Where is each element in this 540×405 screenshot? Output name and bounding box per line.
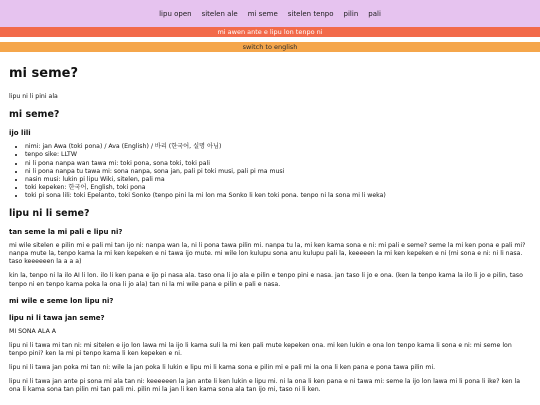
section-heading-mi-seme: mi seme? [9,108,60,120]
section-heading-lipu-ni: lipu ni li seme? [9,207,90,219]
banner-text: mi awen ante e lipu lon tenpo ni [217,28,323,36]
paragraph: kin la, tenpo ni la ilo AI li lon. ilo li ken pana e ijo pi nasa ala. taso ona li jo ala e pilin e tenpo pini e nasa. jan taso li jo e ona. (ken la tenpo kama la ilo li jo e pilin, taso tenpo ni en tenpo kama poka la ona li jo ala) tan ni la mi wile pana e pilin e pali e nasa. [9,272,523,288]
list-item: • nasin musi: lukin pi lipu Wiki, sitelen, pali ma [25,176,531,184]
language-switch-bar[interactable] [0,42,540,52]
list-item: • ni li pona nanpa wan tawa mi: toki pona, sona toki, toki pali [25,160,531,168]
top-nav [0,0,540,27]
switch-language-link[interactable]: switch to english [242,43,298,51]
list-item: • tenpo sike: LLTW [25,151,531,159]
nav-link-pali[interactable]: pali [368,9,381,18]
list-item: • ni li pona nanpa tu tawa mi: sona nanpa, sona jan, pali pi toki musi, pali pi ma musi [25,168,531,176]
paragraph: lipu ni li tawa mi tan ni: mi sitelen e ijo lon lawa mi la ijo li kama suli la mi ken pali mute kepeken ona. mi ken lukin e ona lon tenpo kama li sona e ni: mi seme lon tenpo pini? ken la mi pi tenpo kama li ken kepeken e ni. [9,341,512,357]
intro-text: lipu ni li pini ala [9,92,58,100]
nav-link-mi-seme[interactable]: mi seme [247,9,278,18]
page-title: mi seme? [9,66,78,81]
main-content [0,52,540,394]
caps-text: MI SONA ALA A [9,327,57,335]
facts-list [9,143,531,199]
subheading-tan-seme: tan seme la mi pali e lipu ni? [9,228,123,237]
list-item: • toki pi sona lili: toki Epelanto, toki Sonko (tenpo pini la mi lon ma Sonko li ken toki pona. tenpo ni la sona mi li weka) [25,192,531,200]
subheading-tawa-jan-seme: lipu ni li tawa jan seme? [9,313,105,322]
list-item: • toki kepeken: 한국어, English, toki pona [25,184,531,192]
nav-link-sitelen-tenpo[interactable]: sitelen tenpo [287,9,334,18]
nav-link-sitelen-ale[interactable]: sitelen ale [201,9,238,18]
subheading-mi-wile: mi wile e seme lon lipu ni? [9,296,114,305]
update-banner [0,27,540,37]
paragraph: mi wile sitelen e pilin mi e pali mi tan ijo ni: nanpa wan la, ni li pona tawa pilin mi. nanpa tu la, mi ken kama sona e ni: mi pali e seme? seme la mi ken pona e pali mi? nanpa mute la, tenpo kama la mi ken kepeken e ni tawa ijo mute. mi wile lon kulupu sona anu kulupu pali la, keeeeen la mi ken kepeken e ni (mi sona e ni: ni li nasa. taso keeeeeen la a a a) [9,242,526,266]
nav-link-lipu-open[interactable]: lipu open [159,9,192,18]
paragraph: lipu ni li tawa jan ante pi sona mi ala tan ni: keeeeeen la jan ante li ken lukin e lipu mi. ni la ona li ken pana e ni tawa mi: seme la ijo lon lawa mi li pona li ike? ken la ona li kama sona tan pilin mi tan pali mi. pilin mi la jan li ken kama sona ala tan ijo mi, taso ni li ken. [9,378,521,394]
nav-link-pilin[interactable]: pilin [343,9,359,18]
paragraph: lipu ni li tawa jan poka mi tan ni: wile la jan poka li lukin e lipu mi li kama sona e pilin mi e pali mi la ona li ken pana e pona tawa pilin mi. [9,363,436,371]
list-item: • nimi: jan Awa (toki pona) / Ava (English) / 바리 (한국어, 실명 아님) [25,143,531,151]
subheading-ijo-lili: ijo lili [9,129,31,138]
